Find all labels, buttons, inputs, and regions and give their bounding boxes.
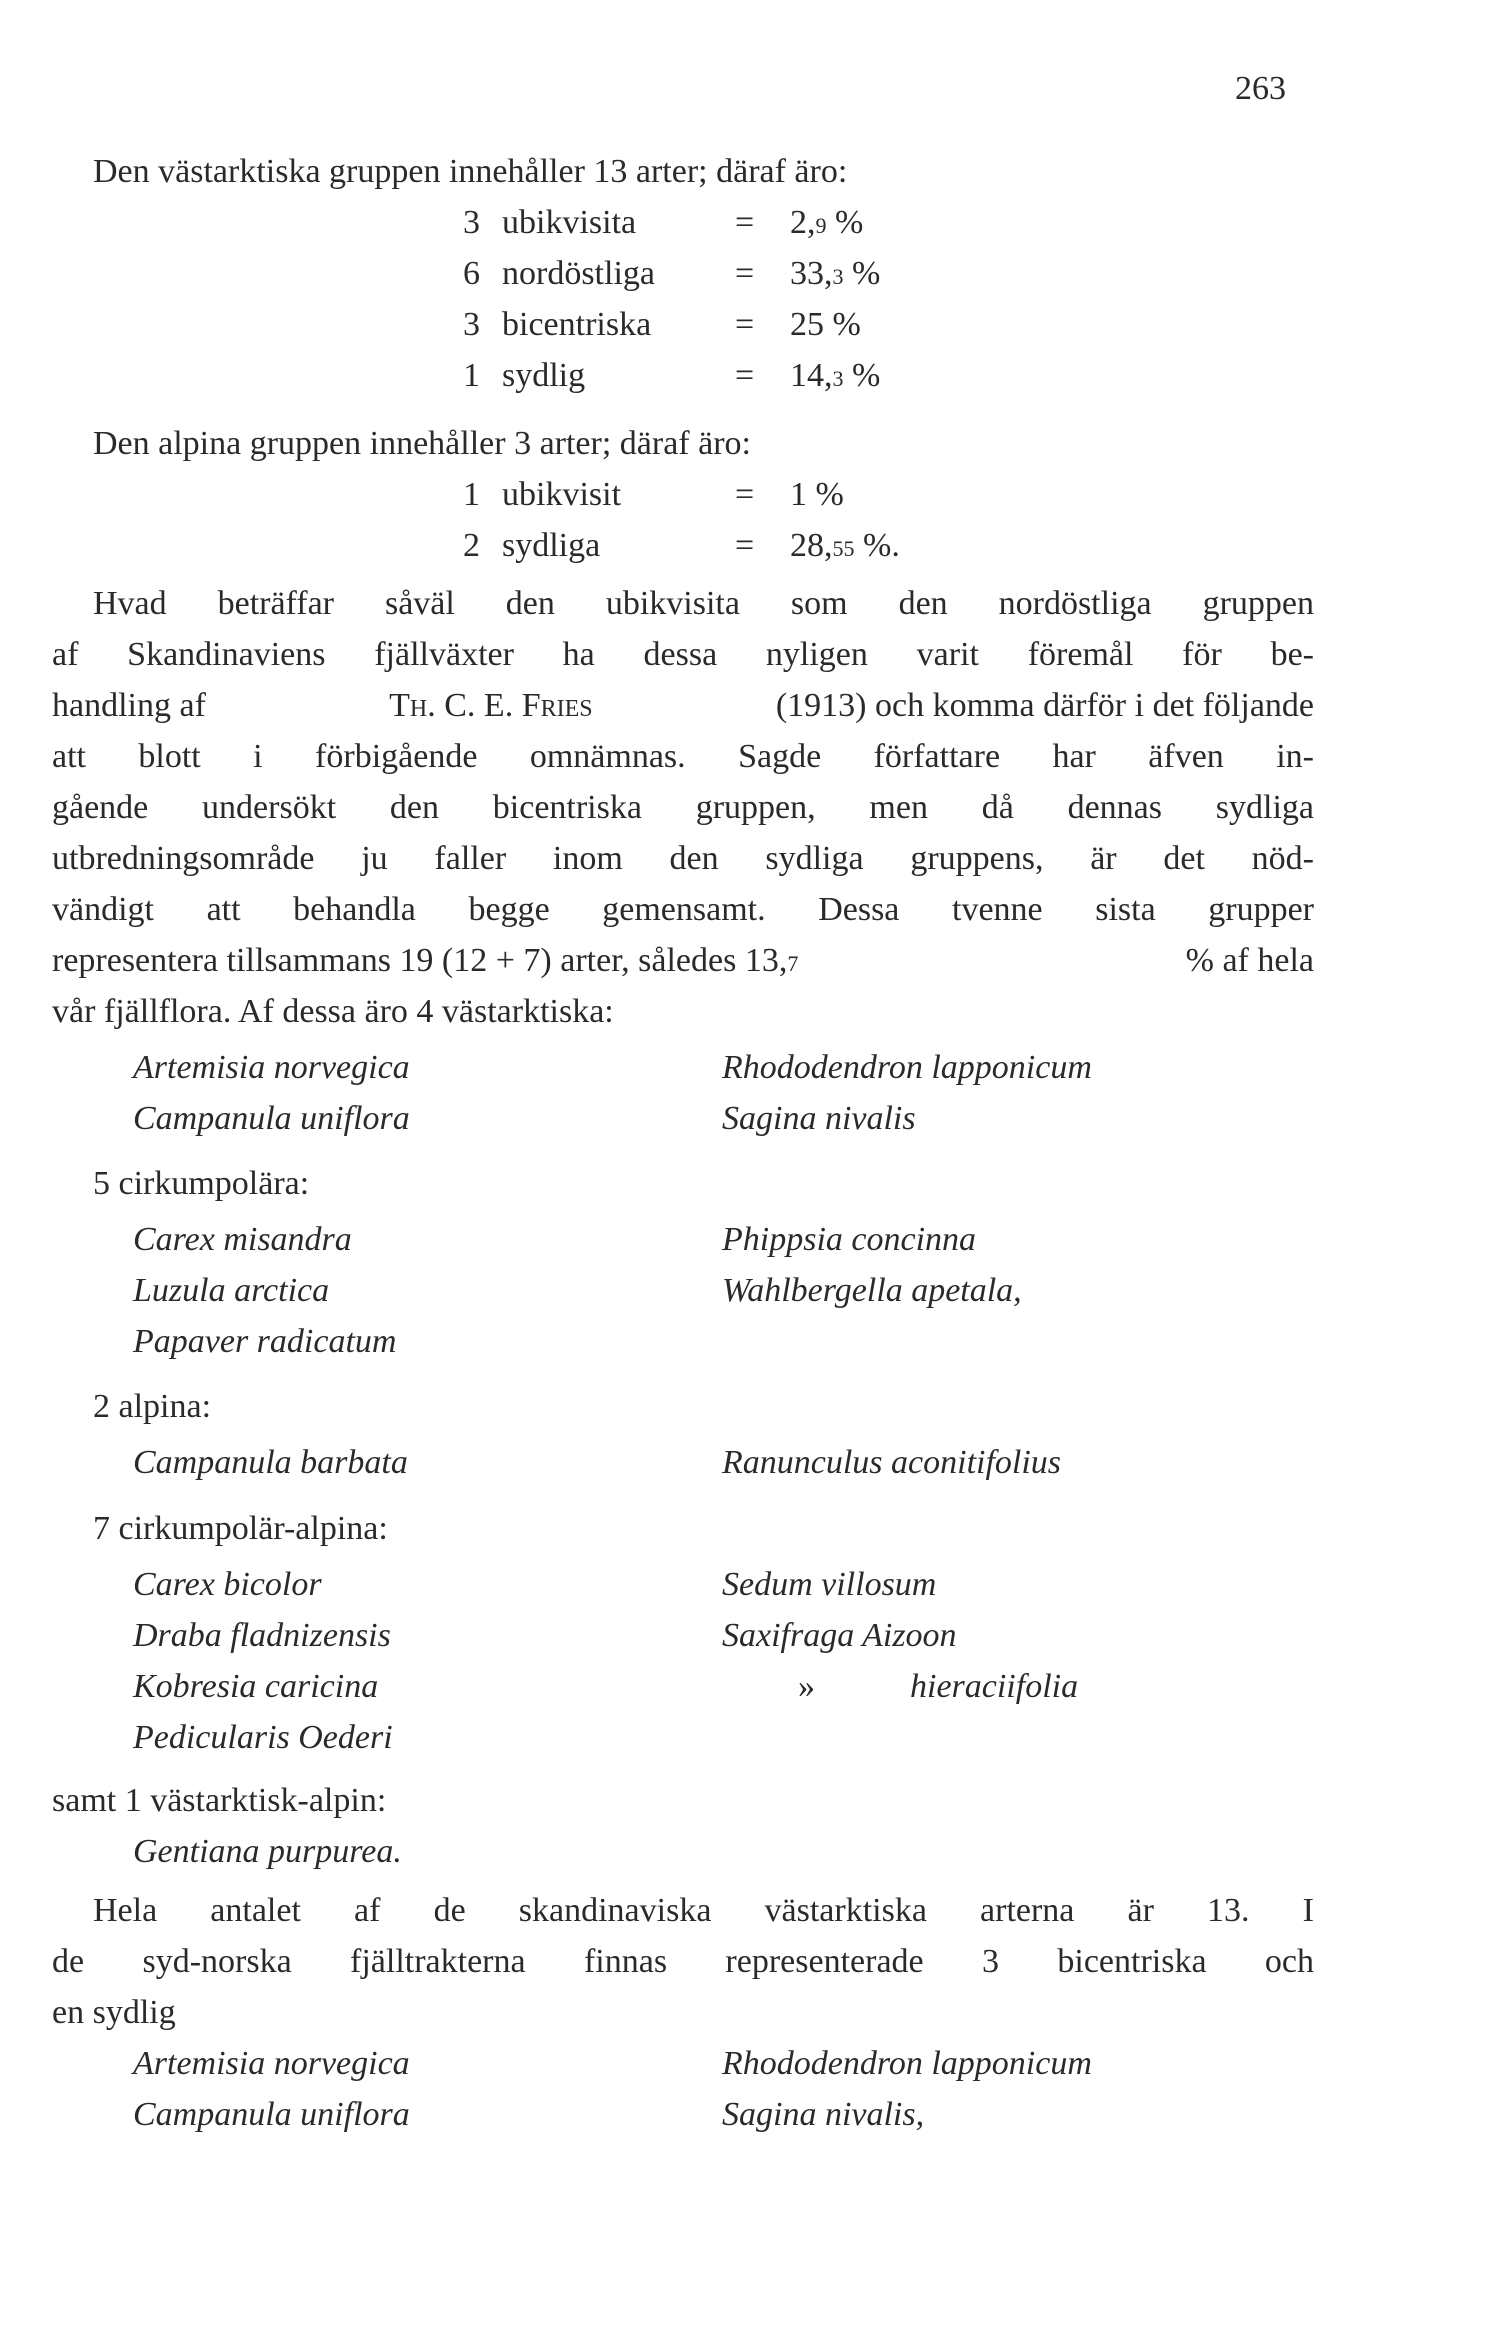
stat-label: ubikvisit (502, 476, 622, 513)
stat-decimal: 9 (815, 213, 827, 238)
species-name: Papaver radicatum (133, 1323, 397, 1360)
stat-label: ubikvisita (502, 204, 637, 241)
stat-equals: = (735, 357, 755, 394)
species-name: Artemisia norvegica (133, 1049, 410, 1086)
stat-count: 3 (463, 306, 480, 343)
stat-percent: % (815, 476, 844, 513)
stat-value: 33,3 % (790, 255, 881, 292)
stat-int: 14 (790, 357, 824, 394)
species-name: Campanula uniflora (133, 2096, 410, 2133)
paragraph1-line7: vändigt att behandla begge gemensamt. Dessa tvenne sista grupper (52, 891, 1314, 928)
stat-label: sydliga (502, 527, 601, 564)
stat-value: 28,55 %. (790, 527, 900, 564)
paragraph1-line3-a: handling af (52, 687, 206, 724)
paragraph1-line8-a (52, 941, 798, 984)
species-name: Rhododendron lapponicum (722, 1049, 1092, 1086)
paragraph1-line4: att blott i förbigående omnämnas. Sagde författare har äfven in- (52, 738, 1314, 775)
species-name: Pedicularis Oederi (133, 1719, 393, 1756)
paragraph1-line3 (52, 686, 1314, 726)
species-name: Campanula barbata (133, 1444, 408, 1481)
stat-value: 2,9 % (790, 204, 864, 241)
species-name: Ranunculus aconitifolius (722, 1444, 1062, 1481)
paragraph1-line2: af Skandinaviens fjällväxter ha dessa nyligen varit föremål för be- (52, 636, 1314, 673)
alpina-intro: Den alpina gruppen innehåller 3 arter; däraf äro: (93, 425, 751, 462)
paragraph1-line8-b: % af hela (1185, 942, 1314, 979)
species-name: Campanula uniflora (133, 1100, 410, 1137)
stat-label: nordöstliga (502, 255, 655, 292)
stat-count: 2 (463, 527, 480, 564)
stat-count: 3 (463, 204, 480, 241)
stat-percent: % (852, 357, 881, 394)
species-name: Sedum villosum (722, 1566, 937, 1603)
species-name: Rhododendron lapponicum (722, 2045, 1092, 2082)
species-name: Wahlbergella apetala, (722, 1272, 1022, 1309)
species-name: hieraciifolia (910, 1668, 1079, 1705)
stat-equals: = (735, 527, 755, 564)
species-name: Sagina nivalis (722, 1100, 916, 1137)
species-name: Draba fladnizensis (133, 1617, 391, 1654)
stat-label: bicentriska (502, 306, 652, 343)
stat-percent: % (832, 306, 861, 343)
stat-int: 25 (790, 306, 824, 343)
species-name: Gentiana purpurea. (133, 1833, 402, 1870)
stat-percent: %. (863, 527, 900, 564)
paragraph1-line8-text: representera tillsammans 19 (12 + 7) arter, således 13, (52, 942, 788, 979)
cirkumpolara-heading: 5 cirkumpolära: (93, 1165, 310, 1202)
species-name: Phippsia concinna (722, 1221, 977, 1258)
stat-decimal: 3 (832, 264, 844, 289)
stat-count: 6 (463, 255, 480, 292)
stat-equals: = (735, 476, 755, 513)
stat-count: 1 (463, 476, 480, 513)
paragraph1-line8-decimal: 7 (787, 951, 799, 976)
stat-decimal: 3 (832, 366, 844, 391)
page-number: 263 (1235, 70, 1286, 107)
stat-value (790, 475, 844, 515)
paragraph2-line3: en sydlig (52, 1994, 176, 2031)
ditto-mark: » (798, 1668, 815, 1705)
species-name: Luzula arctica (133, 1272, 330, 1309)
paragraph1-line9: vår fjällflora. Af dessa äro 4 västarktiska: (52, 993, 614, 1030)
paragraph1-line8 (52, 941, 1314, 984)
species-name: Saxifraga Aizoon (722, 1617, 957, 1654)
paragraph1-line6: utbredningsområde ju faller inom den sydliga gruppens, är det nöd- (52, 840, 1314, 877)
species-name: Artemisia norvegica (133, 2045, 410, 2082)
stat-value (790, 305, 861, 345)
stat-equals: = (735, 204, 755, 241)
alpina-heading: 2 alpina: (93, 1388, 212, 1425)
species-name: Kobresia caricina (133, 1668, 379, 1705)
stat-int: 1 (790, 476, 807, 513)
stat-label: sydlig (502, 357, 586, 394)
paragraph2-line2: de syd-norska fjälltrakterna finnas representerade 3 bicentriska och (52, 1943, 1314, 1980)
stat-value: 14,3 % (790, 357, 881, 394)
author-name: Th. C. E. Fries (389, 687, 593, 724)
stat-int: 2 (790, 204, 807, 241)
species-name: Sagina nivalis, (722, 2096, 925, 2133)
vastarktiska-intro: Den västarktiska gruppen innehåller 13 arter; däraf äro: (93, 153, 848, 190)
stat-equals: = (735, 306, 755, 343)
stat-decimal: 55 (832, 536, 855, 561)
cirkumpolar-alpina-heading: 7 cirkumpolär-alpina: (93, 1510, 388, 1547)
stat-percent: % (835, 204, 864, 241)
paragraph1-line3-c: (1913) och komma därför i det följande (775, 687, 1314, 724)
species-name: Carex bicolor (133, 1566, 322, 1603)
paragraph1-line5: gående undersökt den bicentriska gruppen, men då dennas sydliga (52, 789, 1314, 826)
stat-int: 28 (790, 527, 824, 564)
stat-equals: = (735, 255, 755, 292)
samt-heading: samt 1 västarktisk-alpin: (52, 1782, 387, 1819)
species-name: Carex misandra (133, 1221, 352, 1258)
stat-count: 1 (463, 357, 480, 394)
stat-percent: % (852, 255, 881, 292)
paragraph2-line1: Hela antalet af de skandinaviska västarktiska arterna är 13. I (93, 1892, 1314, 1929)
paragraph1-line1: Hvad beträffar såväl den ubikvisita som den nordöstliga gruppen (93, 585, 1314, 622)
stat-int: 33 (790, 255, 824, 292)
